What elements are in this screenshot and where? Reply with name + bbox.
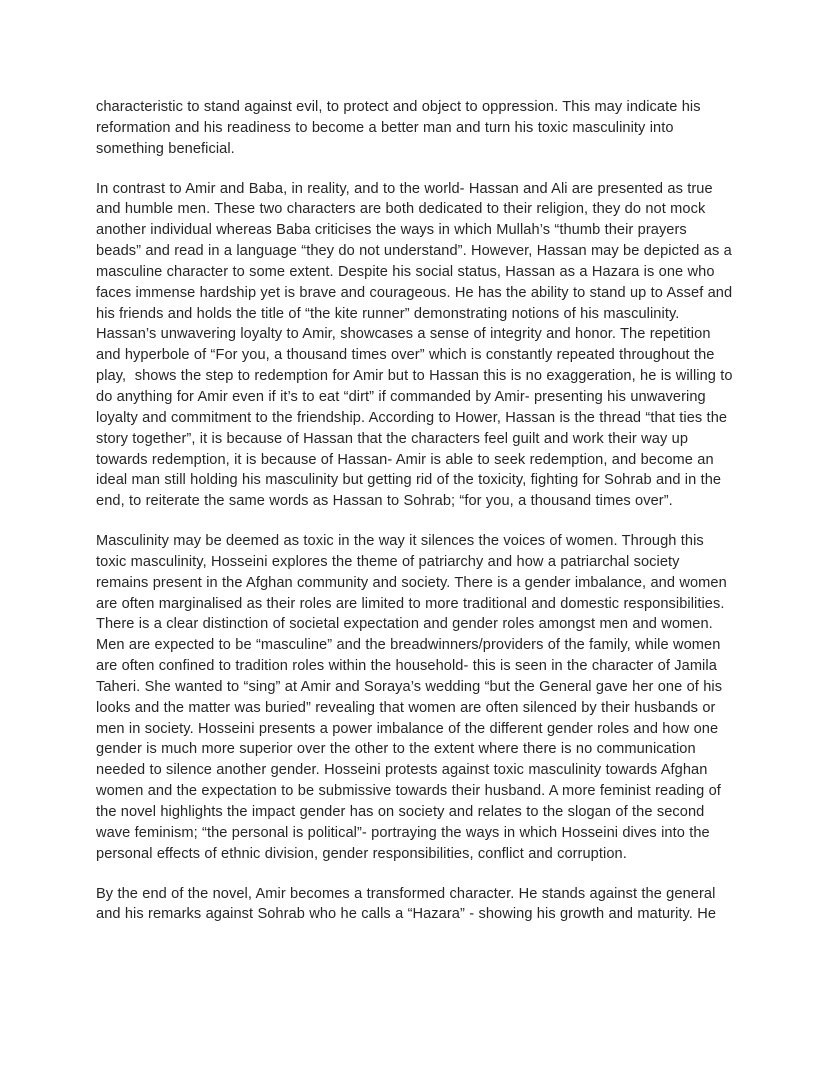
document-text-column [96, 97, 737, 925]
paragraph-4: By the end of the novel, Amir becomes a transformed character. He stands against the general and his remarks against Sohrab who he calls a “Hazara” - showing his growth and maturity. He [96, 885, 720, 923]
paragraph-3: Masculinity may be deemed as toxic in the way it silences the voices of women. Through this toxic masculinity, Hosseini explores the theme of patriarchy and how a patriarchal society remains present in the Afghan community and society. There is a gender imbalance, and women are often marginalised as their roles are limited to more traditional and domestic responsibilities. There is a clear distinction of societal expectation and gender roles amongst men and women. Men are expected to be “masculine” and the breadwinners/providers of the family, while women are often confined to tradition roles within the household- this is seen in the character of Jamila Taheri. She wanted to “sing” at Amir and Soraya’s wedding “but the General gave her one of his looks and the matter was buried” revealing that women are often silenced by their husbands or men in society. Hosseini presents a power imbalance of the different gender roles and how one gender is much more superior over the other to the extent where there is no communication needed to silence another gender. Hosseini protests against toxic masculinity towards Afghan women and the expectation to be submissive towards their husband. A more feminist reading of the novel highlights the impact gender has on society and relates to the slogan of the second wave feminism; “the personal is political”- portraying the ways in which Hosseini dives into the personal effects of ethnic division, gender responsibilities, conflict and corruption. [96, 533, 732, 862]
paragraph-1: characteristic to stand against evil, to protect and object to oppression. This may indicate his reformation and his readiness to become a better man and turn his toxic masculinity into something beneficial. [96, 99, 705, 157]
paragraph-2: In contrast to Amir and Baba, in reality, and to the world- Hassan and Ali are presented as true and humble men. These two characters are both dedicated to their religion, they do not mock another individual whereas Baba criticises the ways in which Mullah’s “thumb their prayers beads” and read in a language “they do not understand”. However, Hassan may be depicted as a masculine character to some extent. Despite his social status, Hassan as a Hazara is one who faces immense hardship yet is brave and courageous. He has the ability to stand up to Assef and his friends and holds the title of “the kite runner” demonstrating notions of his masculinity. Hassan’s unwavering loyalty to Amir, showcases a sense of integrity and honor. The repetition and hyperbole of “For you, a thousand times over” which is constantly repeated throughout the play, shows the step to redemption for Amir but to Hassan this is no exaggeration, he is willing to do anything for Amir even if it’s to eat “dirt” if commanded by Amir- presenting his unwavering loyalty and commitment to the friendship. According to Hower, Hassan is the thread “that ties the story together”, it is because of Hassan that the characters feel guilt and work their way up towards redemption, it is because of Hassan- Amir is able to seek redemption, and become an ideal man still holding his masculinity but getting rid of the toxicity, fighting for Sohrab and in the end, to reiterate the same words as Hassan to Sohrab; “for you, a thousand times over”. [96, 180, 737, 510]
